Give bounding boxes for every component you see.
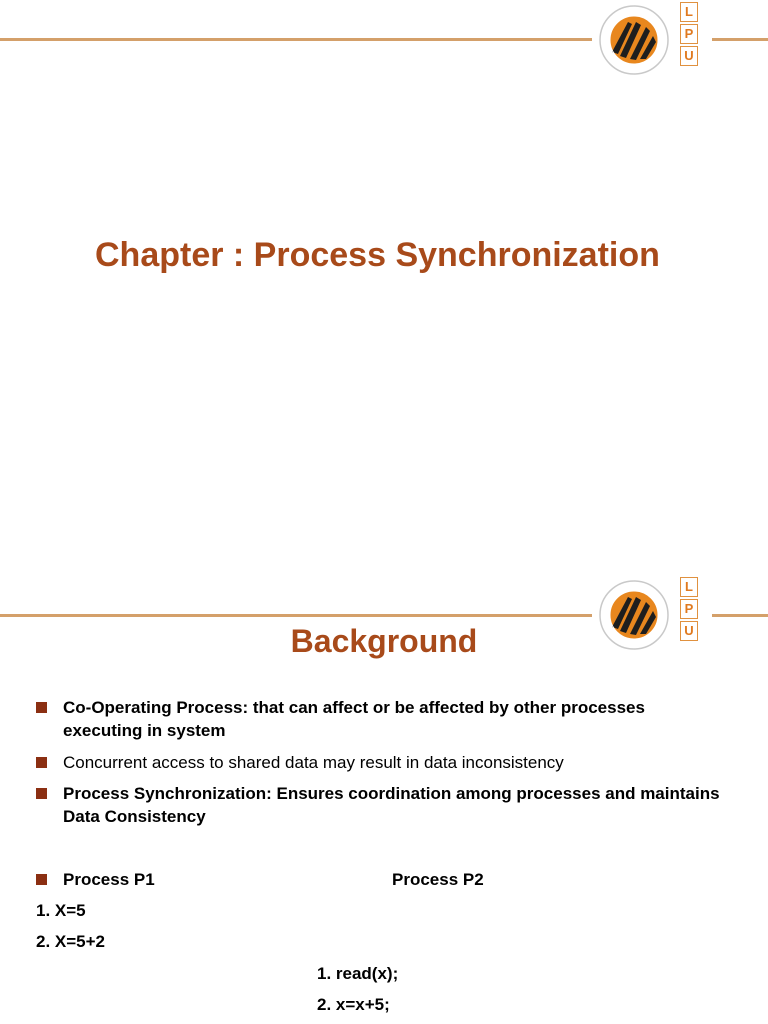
bullet-text: Co-Operating Process: that can affect or be affected by other processes executing in system — [63, 698, 645, 740]
logo-letter-p: P — [680, 24, 698, 44]
p2-step: 1. read(x); — [317, 964, 399, 983]
chapter-title: Chapter : Process Synchronization — [95, 236, 660, 274]
square-bullet-icon — [36, 757, 47, 768]
logo-letter-l: L — [680, 2, 698, 22]
logo-letter-u: U — [680, 621, 698, 641]
slide-background — [0, 576, 768, 1024]
header-rule-right — [712, 614, 768, 617]
background-title: Background — [290, 623, 478, 659]
process-p2-label: Process P2 — [392, 870, 484, 889]
logo-letter-p: P — [680, 599, 698, 619]
square-bullet-icon — [36, 788, 47, 799]
header-rule-left — [0, 38, 592, 41]
square-bullet-icon — [36, 702, 47, 713]
logo-letter-l: L — [680, 577, 698, 597]
university-seal-icon — [598, 4, 670, 76]
header-rule-left — [0, 614, 592, 617]
p1-step: 1. X=5 — [36, 901, 86, 920]
lpu-logo — [598, 2, 706, 78]
lpu-letters — [680, 2, 698, 68]
bullet-text: Concurrent access to shared data may result in data inconsistency — [63, 753, 564, 772]
p2-step: 2. x=x+5; — [317, 995, 390, 1014]
process-p1-label: Process P1 — [63, 870, 155, 889]
logo-letter-u: U — [680, 46, 698, 66]
header-rule-right — [712, 38, 768, 41]
p1-step: 2. X=5+2 — [36, 932, 106, 951]
square-bullet-icon — [36, 874, 47, 885]
bullet-text: Process Synchronization: Ensures coordination among processes and maintains Data Consistency — [63, 784, 720, 826]
